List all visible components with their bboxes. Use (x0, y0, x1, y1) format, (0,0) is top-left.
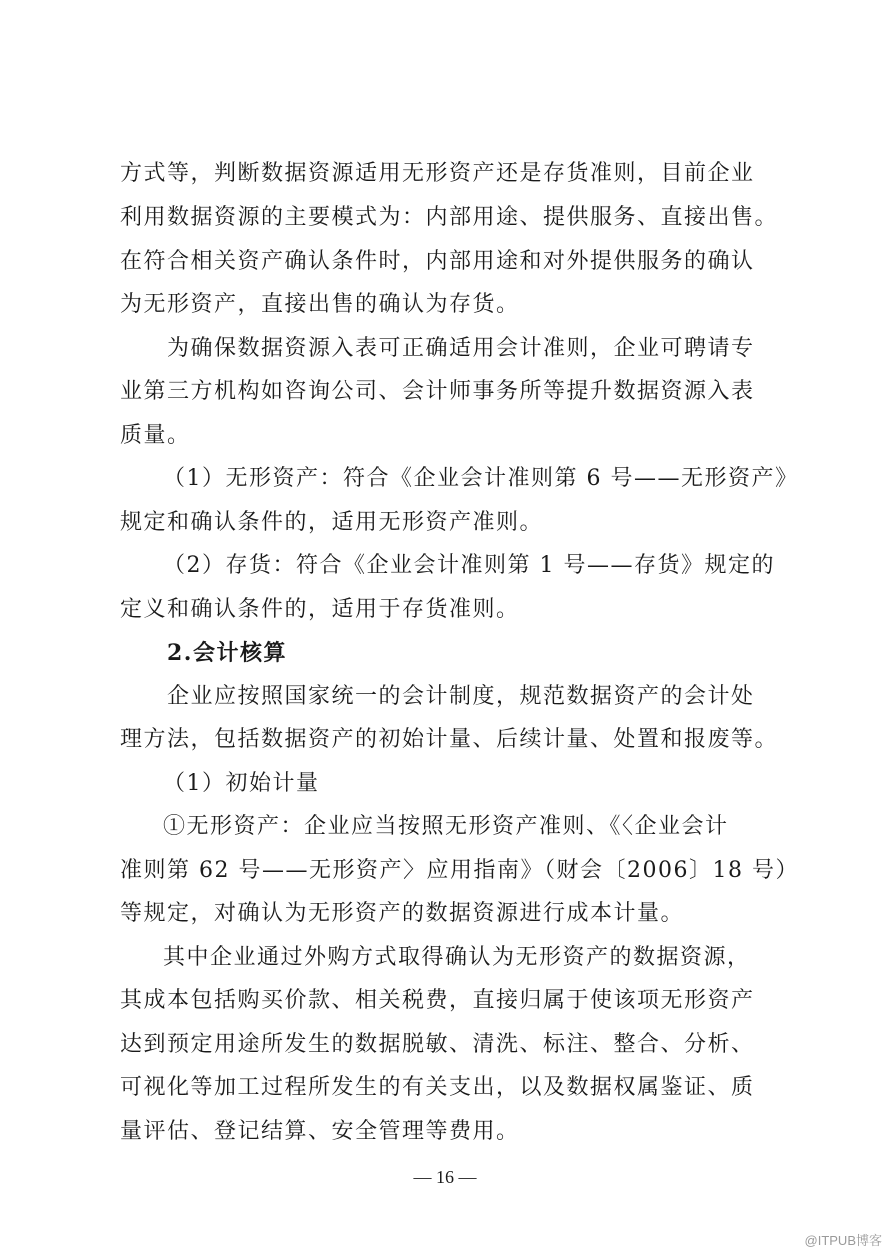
paragraph-line: 业第三方机构如咨询公司、会计师事务所等提升数据资源入表 (120, 379, 755, 404)
section-heading: 2.会计核算 (167, 640, 287, 666)
paragraph-line: 质量。 (120, 423, 191, 448)
paragraph-line: 等规定，对确认为无形资产的数据资源进行成本计量。 (120, 901, 685, 926)
paragraph-line: 理方法，包括数据资产的初始计量、后续计量、处置和报废等。 (120, 727, 779, 752)
paragraph-line: 定义和确认条件的，适用于存货准则。 (120, 597, 520, 622)
paragraph-line: 在符合相关资产确认条件时，内部用途和对外提供服务的确认 (120, 249, 755, 274)
paragraph-line: 其中企业通过外购方式取得确认为无形资产的数据资源， (163, 945, 751, 970)
source-watermark: @ITPUB博客 (804, 1233, 882, 1248)
paragraph-line: ①无形资产：企业应当按照无形资产准则、《〈企业会计 (163, 814, 729, 839)
paragraph-line: 为无形资产，直接出售的确认为存货。 (120, 292, 520, 317)
paragraph-line: 可视化等加工过程所发生的有关支出，以及数据权属鉴证、质 (120, 1075, 755, 1100)
paragraph-line: 为确保数据资源入表可正确适用会计准则，企业可聘请专 (167, 336, 755, 361)
paragraph-line: 企业应按照国家统一的会计制度，规范数据资产的会计处 (167, 684, 755, 709)
paragraph-line: 规定和确认条件的，适用无形资产准则。 (120, 510, 544, 535)
page-number: — 16 — (413, 1167, 477, 1187)
paragraph-line: 利用数据资源的主要模式为：内部用途、提供服务、直接出售。 (120, 205, 779, 230)
paragraph-line: 量评估、登记结算、安全管理等费用。 (120, 1119, 520, 1144)
paragraph-line: 方式等，判断数据资源适用无形资产还是存货准则，目前企业 (120, 161, 755, 186)
paragraph-line: （2）存货：符合《企业会计准则第 1 号——存货》规定的 (163, 553, 775, 578)
paragraph-line: 其成本包括购买价款、相关税费，直接归属于使该项无形资产 (120, 988, 755, 1013)
paragraph-line: 达到预定用途所发生的数据脱敏、清洗、标注、整合、分析、 (120, 1032, 755, 1057)
paragraph-line: 准则第 62 号——无形资产〉应用指南》（财会〔2006〕18 号） (120, 858, 799, 883)
paragraph-line: （1）无形资产：符合《企业会计准则第 6 号——无形资产》 (163, 466, 799, 491)
subsection-heading: （1）初始计量 (163, 771, 320, 796)
